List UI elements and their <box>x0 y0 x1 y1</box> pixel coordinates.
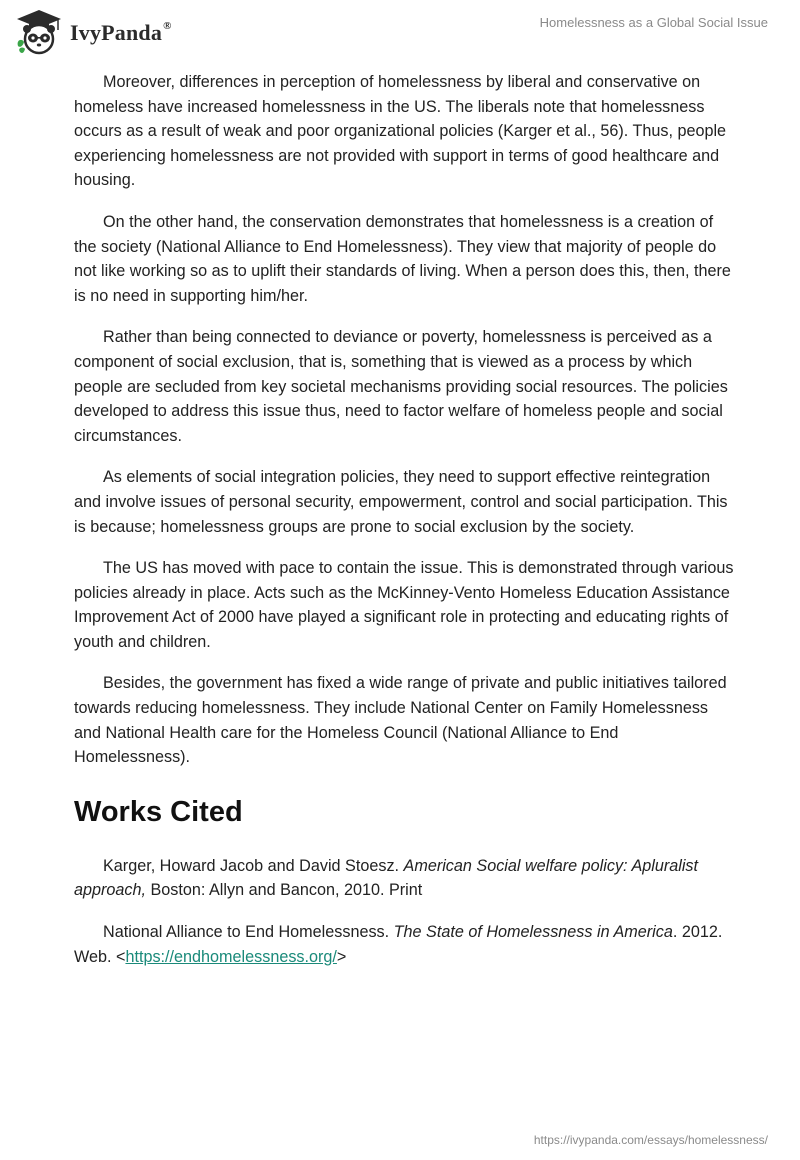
panda-graduate-icon <box>14 8 64 56</box>
citation-link[interactable]: https://endhomelessness.org/ <box>125 947 337 966</box>
paragraph: Besides, the government has fixed a wide range of private and public initiatives tailored towards reducing homelessness. They include National Center on Family Homelessness and National Health care for the Homeless Council (National Alliance to End Homelessness). <box>74 674 727 767</box>
essay-body <box>74 70 734 986</box>
citation-entry: National Alliance to End Homelessness. The State of Homelessness in America. 2012. Web. <https://endhomelessness.org/> <box>74 923 723 966</box>
document-title: Homelessness as a Global Social Issue <box>539 15 768 30</box>
paragraph: Moreover, differences in perception of homelessness by liberal and conservative on homeless have increased homelessness in the US. The liberals note that homelessness occurs as a result of weak and poor organizational policies (Karger et al., 56). Thus, people experiencing homelessness are not provided with support in terms of good healthcare and housing. <box>74 73 727 190</box>
ivypanda-logo[interactable] <box>14 8 172 56</box>
paragraph: On the other hand, the conservation demonstrates that homelessness is a creation of the society (National Alliance to End Homelessness). They view that majority of people do not like working so as to uplift their standards of living. When a person does this, then, there is no need in supporting him/her. <box>74 212 731 305</box>
paragraph: The US has moved with pace to contain the issue. This is demonstrated through various policies already in place. Acts such as the McKinney-Vento Homeless Education Assistance Improvement Act of 2000 have played a significant role in protecting and educating rights of youth and children. <box>74 559 734 651</box>
source-url: https://ivypanda.com/essays/homelessness/ <box>533 1133 768 1147</box>
page-header <box>0 0 800 66</box>
brand-name: IvyPanda® <box>70 19 172 45</box>
citation-entry: Karger, Howard Jacob and David Stoesz. American Social welfare policy: Apluralist approach, Boston: Allyn and Bancon, 2010. Print <box>74 856 699 900</box>
paragraph: As elements of social integration policies, they need to support effective reintegration and involve issues of personal security, empowerment, control and social participation. This is because; homelessness groups are prone to social exclusion by the society. <box>74 468 728 536</box>
works-cited-heading: Works Cited <box>74 795 243 828</box>
paragraph: Rather than being connected to deviance or poverty, homelessness is perceived as a component of social exclusion, that is, something that is viewed as a process by which people are secluded from key societal mechanisms providing social resources. The policies developed to address this issue thus, need to factor welfare of homeless people and social circumstances. <box>74 328 728 445</box>
